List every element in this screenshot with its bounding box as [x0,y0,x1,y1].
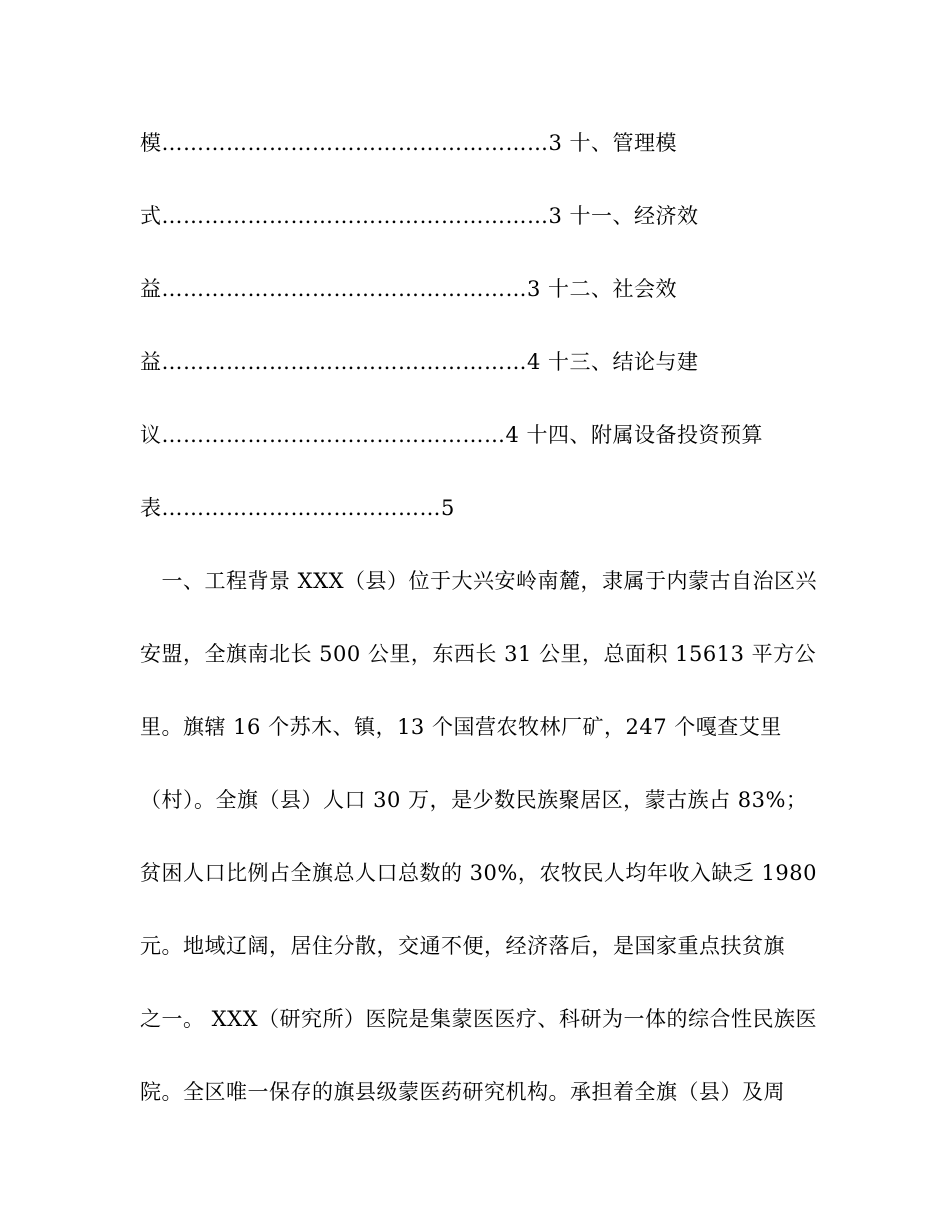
body-paragraph-line: （村）。全旗（县）人口 30 万，是少数民族聚居区，蒙古族占 83%； [140,788,808,812]
toc-line: 式………………………………………………3 十一、经济效 [140,204,699,228]
toc-line: 益……………………………………………3 十二、社会效 [140,277,678,301]
body-paragraph-line: 之一。 XXX（研究所）医院是集蒙医医疗、科研为一体的综合性民族医 [140,1007,818,1031]
toc-line: 模………………………………………………3 十、管理模 [140,131,678,155]
toc-line: 益……………………………………………4 十三、结论与建 [140,350,699,374]
body-paragraph-line: 一、工程背景 XXX（县）位于大兴安岭南麓，隶属于内蒙古自治区兴 [140,569,818,593]
toc-line: 议…………………………………………4 十四、附属设备投资预算 [140,423,764,447]
body-paragraph-line: 安盟，全旗南北长 500 公里，东西长 31 公里，总面积 15613 平方公 [140,642,817,666]
body-paragraph-line: 元。地域辽阔，居住分散，交通不便，经济落后，是国家重点扶贫旗 [140,934,785,958]
toc-line: 表…………………………………5 [140,496,455,520]
body-paragraph-line: 贫困人口比例占全旗总人口总数的 30%，农牧民人均年收入缺乏 1980 [140,861,817,885]
body-paragraph-line: 院。全区唯一保存的旗县级蒙医药研究机构。承担着全旗（县）及周 [140,1080,785,1104]
body-paragraph-line: 里。旗辖 16 个苏木、镇，13 个国营农牧林厂矿，247 个嘎查艾里 [140,715,782,739]
